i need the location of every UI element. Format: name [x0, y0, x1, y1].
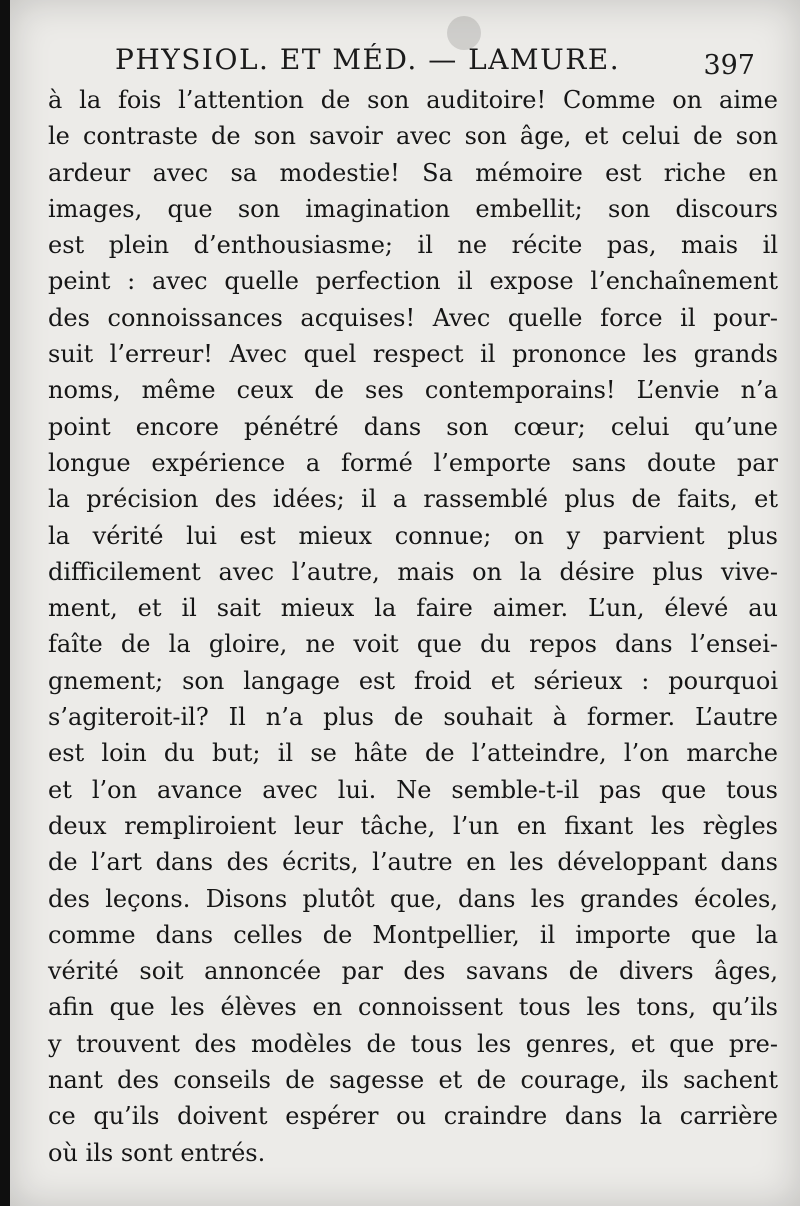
- text-line: noms, même ceux de ses contemporains! L’envie n’a: [48, 376, 778, 405]
- text-line: est plein d’enthousiasme; il ne récite pas, mais il: [48, 231, 778, 260]
- text-line: nant des conseils de sagesse et de courage, ils sachent: [48, 1066, 778, 1095]
- text-line: vérité soit annoncée par des savans de divers âges,: [48, 957, 778, 986]
- text-line: est loin du but; il se hâte de l’atteindre, l’on marche: [48, 739, 778, 768]
- text-line: deux rempliroient leur tâche, l’un en fixant les règles: [48, 811, 778, 840]
- text-line: s’agiteroit-il? Il n’a plus de souhait à former. L’autre: [48, 703, 778, 732]
- text-line: gnement; son langage est froid et sérieux : pourquoi: [48, 666, 778, 695]
- text-line: des connoissances acquises! Avec quelle force il pour-: [48, 303, 778, 332]
- text-line: peint : avec quelle perfection il expose l’enchaînement: [48, 267, 778, 296]
- book-page: [10, 0, 800, 1206]
- text-line: la précision des idées; il a rassemblé plus de faits, et: [48, 485, 778, 514]
- text-line: comme dans celles de Montpellier, il importe que la: [48, 920, 778, 949]
- text-line: à la fois l’attention de son auditoire! Comme on aime: [48, 86, 778, 114]
- text-line: afin que les élèves en connoissent tous les tons, qu’ils: [48, 993, 778, 1022]
- body-text: [48, 82, 778, 1171]
- text-line: ment, et il sait mieux la faire aimer. L’un, élevé au: [48, 594, 778, 623]
- text-line: et l’on avance avec lui. Ne semble-t-il pas que tous: [48, 775, 778, 804]
- text-line: ce qu’ils doivent espérer ou craindre dans la carrière: [48, 1102, 778, 1131]
- running-title: PHYSIOL. ET MÉD. — LAMURE.: [115, 43, 621, 76]
- text-line: ardeur avec sa modestie! Sa mémoire est riche en: [48, 158, 778, 187]
- text-line: longue expérience a formé l’emporte sans doute par: [48, 448, 778, 477]
- text-line: difficilement avec l’autre, mais on la désire plus vive-: [48, 557, 778, 586]
- text-line: où ils sont entrés.: [48, 1138, 266, 1167]
- text-line: point encore pénétré dans son cœur; celui qu’une: [48, 412, 778, 441]
- page-number: 397: [703, 50, 755, 81]
- text-line: images, que son imagination embellit; son discours: [48, 194, 778, 223]
- text-line: des leçons. Disons plutôt que, dans les grandes écoles,: [48, 884, 778, 913]
- text-line: de l’art dans des écrits, l’autre en les développant dans: [48, 848, 778, 877]
- text-line: y trouvent des modèles de tous les genres, et que pre-: [48, 1029, 778, 1058]
- text-line: faîte de la gloire, ne voit que du repos dans l’ensei-: [48, 630, 778, 659]
- text-line: la vérité lui est mieux connue; on y parvient plus: [48, 521, 778, 550]
- text-line: le contraste de son savoir avec son âge, et celui de son: [48, 122, 778, 151]
- text-line: suit l’erreur! Avec quel respect il prononce les grands: [48, 340, 778, 369]
